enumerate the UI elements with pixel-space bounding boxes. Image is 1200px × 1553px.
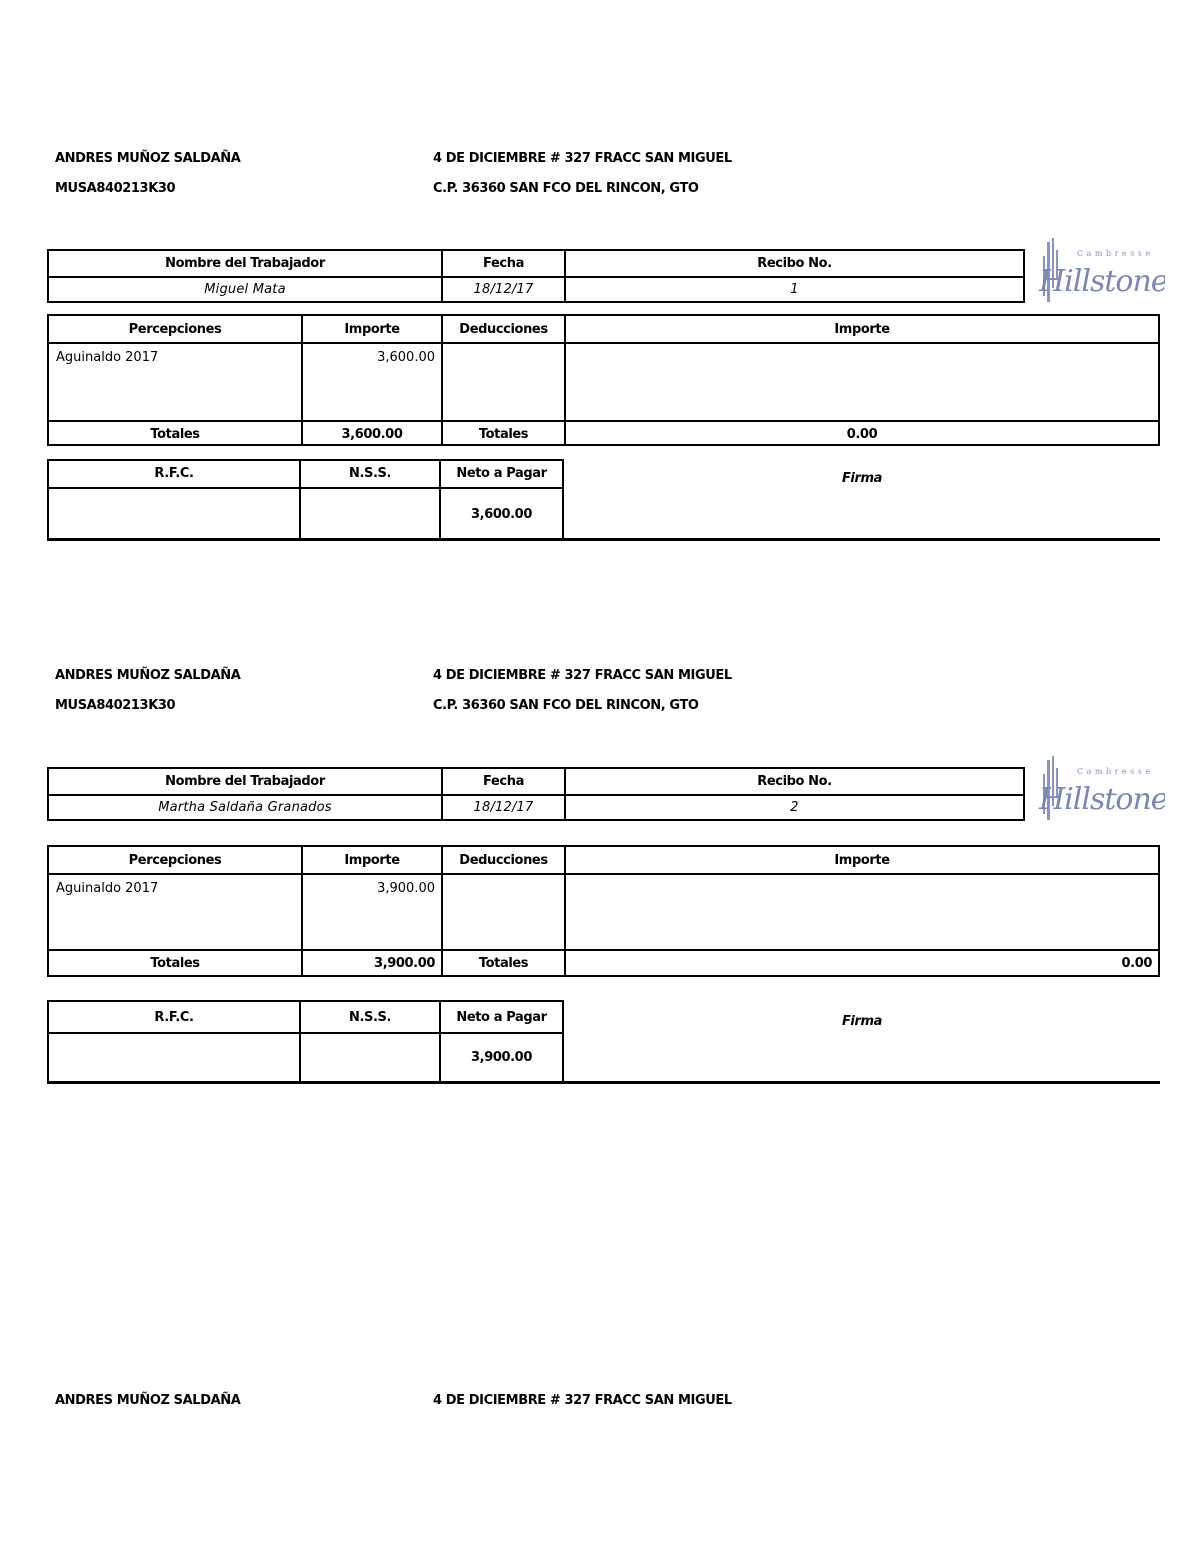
- receipt-no-header: Recibo No.: [757, 256, 832, 271]
- deduction-total: 0.00: [846, 427, 878, 442]
- receipt-no-value: 1: [790, 282, 799, 297]
- logo-script: Hillstone: [1039, 264, 1165, 299]
- worker-name-value: Miguel Mata: [204, 282, 286, 297]
- perceptions-table: [47, 845, 1160, 977]
- signature-label: Firma: [841, 1014, 883, 1029]
- deduction-amount-header: Importe: [834, 853, 890, 868]
- date-value: 18/12/17: [473, 800, 534, 815]
- perceptions-header: Percepciones: [128, 322, 222, 337]
- issuer-address-line1: 4 DE DICIEMBRE # 327 FRACC SAN MIGUEL: [433, 668, 732, 683]
- perception-totals-label: Totales: [150, 427, 200, 442]
- logo-company-word: Cambresse: [1077, 767, 1154, 776]
- issuer-rfc: MUSA840213K30: [55, 181, 176, 196]
- issuer-name: ANDRES MUÑOZ SALDAÑA: [55, 151, 241, 166]
- receipt-no-header: Recibo No.: [757, 774, 832, 789]
- worker-name-header: Nombre del Trabajador: [165, 774, 325, 789]
- company-logo: [1035, 236, 1165, 311]
- issuer-name: ANDRES MUÑOZ SALDAÑA: [55, 668, 241, 683]
- worker-name-header: Nombre del Trabajador: [165, 256, 325, 271]
- perception-amount-header: Importe: [344, 853, 400, 868]
- perception-concept: Aguinaldo 2017: [56, 881, 159, 896]
- perceptions-header: Percepciones: [128, 853, 222, 868]
- perception-concept: Aguinaldo 2017: [56, 350, 159, 365]
- deduction-totals-label: Totales: [478, 427, 529, 442]
- issuer-address-line1: 4 DE DICIEMBRE # 327 FRACC SAN MIGUEL: [433, 1393, 732, 1408]
- net-pay-header: Neto a Pagar: [456, 466, 547, 481]
- perception-amount: 3,900.00: [377, 881, 435, 896]
- perception-total: 3,600.00: [341, 427, 403, 442]
- perception-total: 3,900.00: [374, 956, 435, 971]
- perception-amount-header: Importe: [344, 322, 400, 337]
- issuer-address-line1: 4 DE DICIEMBRE # 327 FRACC SAN MIGUEL: [433, 151, 732, 166]
- deduction-amount-header: Importe: [834, 322, 890, 337]
- nss-header: N.S.S.: [348, 466, 392, 481]
- deductions-header: Deducciones: [459, 853, 548, 868]
- rfc-header: R.F.C.: [154, 466, 194, 481]
- net-pay-value: 3,900.00: [471, 1050, 532, 1065]
- company-logo: [1035, 754, 1165, 829]
- logo-script: Hillstone: [1039, 782, 1165, 817]
- date-value: 18/12/17: [473, 282, 534, 297]
- deductions-header: Deducciones: [459, 322, 548, 337]
- nss-header: N.S.S.: [348, 1010, 392, 1025]
- net-pay-table: [47, 1000, 1160, 1085]
- rfc-header: R.F.C.: [154, 1010, 194, 1025]
- perceptions-table: [47, 314, 1160, 446]
- receipt-no-value: 2: [790, 800, 799, 815]
- perception-amount: 3,600.00: [377, 350, 435, 365]
- logo-company-word: Cambresse: [1077, 249, 1154, 258]
- issuer-rfc: MUSA840213K30: [55, 698, 176, 713]
- issuer-address-line2: C.P. 36360 SAN FCO DEL RINCON, GTO: [433, 698, 699, 713]
- issuer-name: ANDRES MUÑOZ SALDAÑA: [55, 1393, 241, 1408]
- date-header: Fecha: [483, 774, 524, 789]
- net-pay-value: 3,600.00: [471, 507, 532, 522]
- net-pay-header: Neto a Pagar: [456, 1010, 547, 1025]
- issuer-address-line2: C.P. 36360 SAN FCO DEL RINCON, GTO: [433, 181, 699, 196]
- date-header: Fecha: [483, 256, 524, 271]
- worker-name-value: Martha Saldaña Granados: [158, 800, 332, 815]
- deduction-total: 0.00: [1121, 956, 1152, 971]
- net-pay-table: [47, 459, 1160, 542]
- worker-info-table: [47, 767, 1025, 821]
- perception-totals-label: Totales: [150, 956, 200, 971]
- signature-label: Firma: [841, 471, 883, 486]
- worker-info-table: [47, 249, 1025, 303]
- deduction-totals-label: Totales: [478, 956, 529, 971]
